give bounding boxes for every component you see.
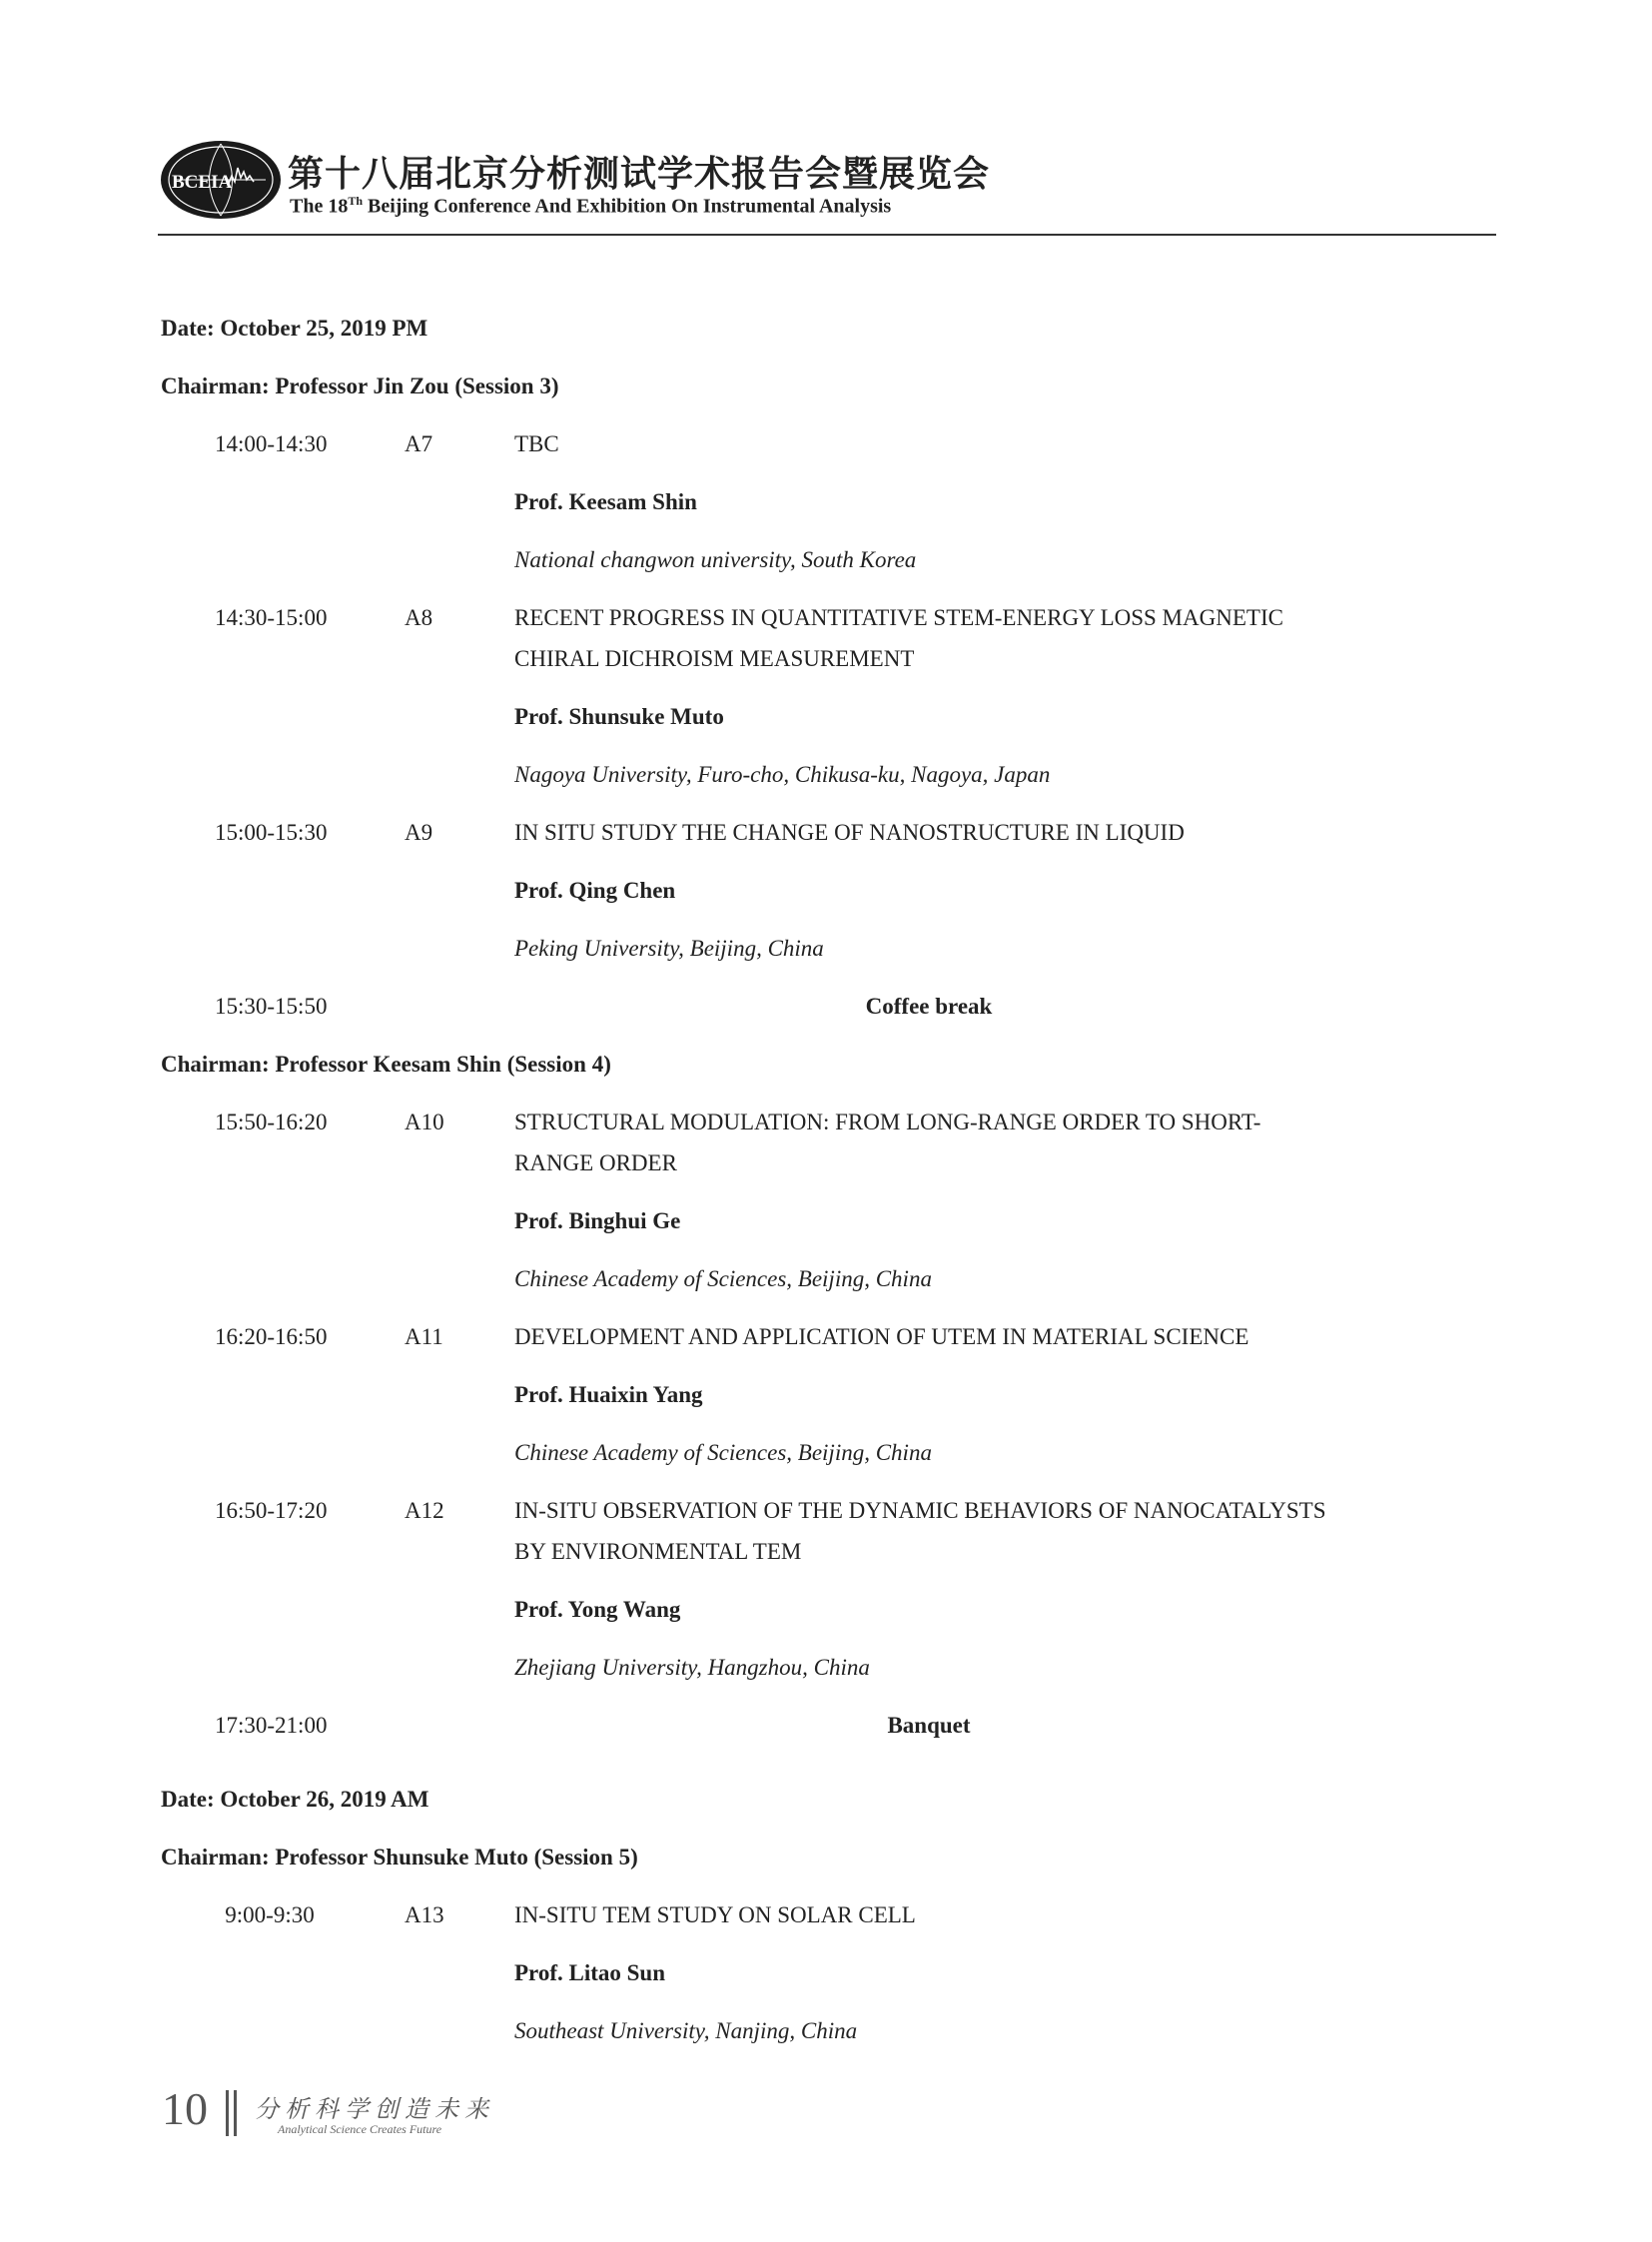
conference-title-cn: 第十八届北京分析测试学术报告会暨展览会 [288, 154, 991, 194]
conference-title-en: The 18Th Beijing Conference And Exhibition On Instrumental Analysis [290, 194, 892, 218]
header-divider [158, 234, 1496, 236]
talk-title: STRUCTURAL MODULATION: FROM LONG-RANGE ORDER TO SHORT- [514, 1110, 1261, 1134]
talk-code: A13 [405, 1902, 444, 1927]
talk-title: IN-SITU TEM STUDY ON SOLAR CELL [514, 1902, 916, 1927]
talk-code: A8 [405, 605, 433, 630]
talk-affiliation: National changwon university, South Korea [514, 547, 917, 572]
talk-affiliation: Chinese Academy of Sciences, Beijing, China [514, 1440, 932, 1465]
talk-time: 15:50-16:20 [215, 1110, 328, 1134]
session-chairman: Chairman: Professor Keesam Shin (Session 4) [161, 1052, 611, 1077]
talk-title: DEVELOPMENT AND APPLICATION OF UTEM IN MATERIAL SCIENCE [514, 1324, 1249, 1349]
talk-affiliation: Southeast University, Nanjing, China [514, 2018, 858, 2043]
break-time: 15:30-15:50 [215, 994, 328, 1019]
footer-slogan-en: Analytical Science Creates Future [278, 2122, 442, 2136]
talk-title-continued: CHIRAL DICHROISM MEASUREMENT [514, 646, 915, 671]
talk-speaker: Prof. Litao Sun [514, 1960, 666, 1985]
talk-time: 16:50-17:20 [215, 1498, 328, 1523]
talk-speaker: Prof. Qing Chen [514, 878, 676, 903]
talk-title: RECENT PROGRESS IN QUANTITATIVE STEM-ENERGY LOSS MAGNETIC [514, 605, 1283, 630]
footer-divider [234, 2090, 237, 2136]
date-heading: Date: October 25, 2019 PM [161, 316, 428, 341]
talk-speaker: Prof. Yong Wang [514, 1597, 681, 1622]
talk-code: A12 [405, 1498, 444, 1523]
bceia-logo-icon [158, 138, 284, 222]
talk-time: 14:00-14:30 [215, 431, 328, 456]
talk-time: 14:30-15:00 [215, 605, 328, 630]
talk-affiliation: Chinese Academy of Sciences, Beijing, China [514, 1266, 932, 1291]
break-label: Coffee break [865, 994, 993, 1019]
talk-code: A11 [405, 1324, 443, 1349]
session-chairman: Chairman: Professor Jin Zou (Session 3) [161, 374, 559, 398]
talk-affiliation: Zhejiang University, Hangzhou, China [514, 1655, 870, 1680]
talk-speaker: Prof. Binghui Ge [514, 1208, 681, 1233]
talk-speaker: Prof. Shunsuke Muto [514, 704, 724, 729]
talk-title: IN SITU STUDY THE CHANGE OF NANOSTRUCTURE IN LIQUID [514, 820, 1185, 845]
footer-slogan-cn: 分析科学创造未来 [255, 2097, 494, 2123]
talk-time: 15:00-15:30 [215, 820, 328, 845]
talk-title: TBC [514, 431, 559, 456]
talk-affiliation: Nagoya University, Furo-cho, Chikusa-ku, Nagoya, Japan [514, 762, 1051, 787]
talk-time: 16:20-16:50 [215, 1324, 328, 1349]
break-time: 17:30-21:00 [215, 1713, 328, 1738]
talk-speaker: Prof. Huaixin Yang [514, 1382, 703, 1407]
logo-text: BCEIA [172, 172, 233, 193]
talk-title: IN-SITU OBSERVATION OF THE DYNAMIC BEHAVIORS OF NANOCATALYSTS [514, 1498, 1326, 1523]
talk-affiliation: Peking University, Beijing, China [514, 936, 824, 961]
page-number: 10 [162, 2083, 208, 2134]
talk-code: A9 [405, 820, 433, 845]
talk-time: 9:00-9:30 [225, 1902, 315, 1927]
page-header [158, 138, 1496, 238]
talk-code: A10 [405, 1110, 444, 1134]
talk-speaker: Prof. Keesam Shin [514, 489, 697, 514]
talk-title-continued: BY ENVIRONMENTAL TEM [514, 1539, 802, 1564]
talk-title-continued: RANGE ORDER [514, 1150, 677, 1175]
break-label: Banquet [887, 1713, 971, 1738]
footer-divider [226, 2090, 229, 2136]
talk-code: A7 [405, 431, 433, 456]
date-heading: Date: October 26, 2019 AM [161, 1787, 429, 1812]
session-chairman: Chairman: Professor Shunsuke Muto (Session 5) [161, 1845, 638, 1869]
